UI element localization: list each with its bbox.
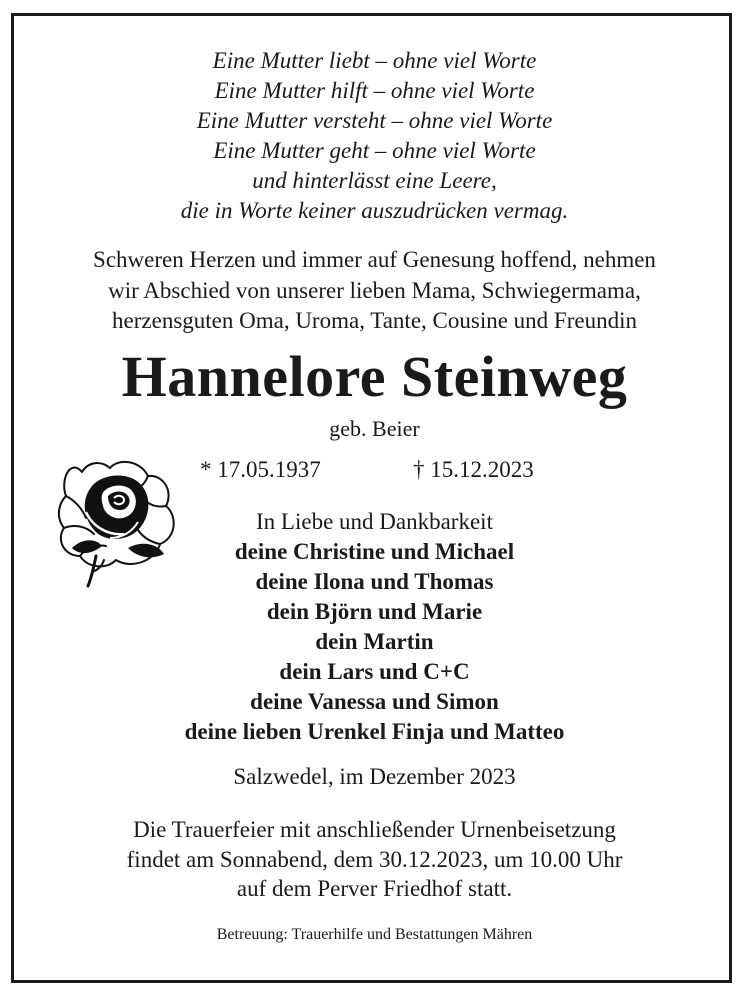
poem-line: Eine Mutter hilft – ohne viel Worte: [214, 78, 535, 103]
intro-line: wir Abschied von unserer lieben Mama, Schwiegermama,: [108, 277, 641, 303]
poem-line: Eine Mutter geht – ohne viel Worte: [213, 138, 536, 163]
poem-line: Eine Mutter liebt – ohne viel Worte: [212, 48, 537, 73]
mourner-name: deine Vanessa und Simon: [250, 689, 499, 714]
poem: [0, 46, 749, 226]
poem-line: und hinterlässt eine Leere,: [252, 168, 497, 193]
mourner-name: dein Lars und C+C: [279, 659, 470, 684]
funeral-line: auf dem Perver Friedhof statt.: [236, 876, 513, 901]
place-date: Salzwedel, im Dezember 2023: [233, 764, 516, 789]
poem-line: Eine Mutter versteht – ohne viel Worte: [196, 108, 553, 133]
undertaker-credit: Betreuung: Trauerhilfe und Bestattungen Mähren: [216, 926, 533, 943]
mourner-name: dein Björn und Marie: [266, 599, 483, 624]
birth-name: geb. Beier: [329, 416, 420, 441]
funeral-line: Die Trauerfeier mit anschließender Urnenbeisetzung: [133, 817, 616, 842]
mourner-name: dein Martin: [315, 629, 434, 654]
mourner-name: deine Ilona und Thomas: [255, 569, 494, 594]
birth-date: * 17.05.1937: [200, 457, 321, 482]
poem-line: die in Worte keiner auszudrücken vermag.: [180, 198, 569, 223]
intro-line: herzensguten Oma, Uroma, Tante, Cousine und Freundin: [112, 308, 637, 333]
mourner-name: deine Christine und Michael: [234, 539, 515, 564]
mourners-intro: In Liebe und Dankbarkeit: [256, 509, 493, 534]
mourners-list: [0, 507, 749, 747]
death-date: † 15.12.2023: [413, 457, 534, 482]
intro-line: Schweren Herzen und immer auf Genesung hoffend, nehmen: [93, 247, 656, 272]
funeral-line: findet am Sonnabend, dem 30.12.2023, um 10.00 Uhr: [126, 846, 623, 872]
farewell-intro: [0, 245, 749, 337]
mourner-name: deine lieben Urenkel Finja und Matteo: [184, 719, 565, 744]
funeral-info: [0, 815, 749, 904]
deceased-name: Hannelore Steinweg: [121, 344, 628, 409]
